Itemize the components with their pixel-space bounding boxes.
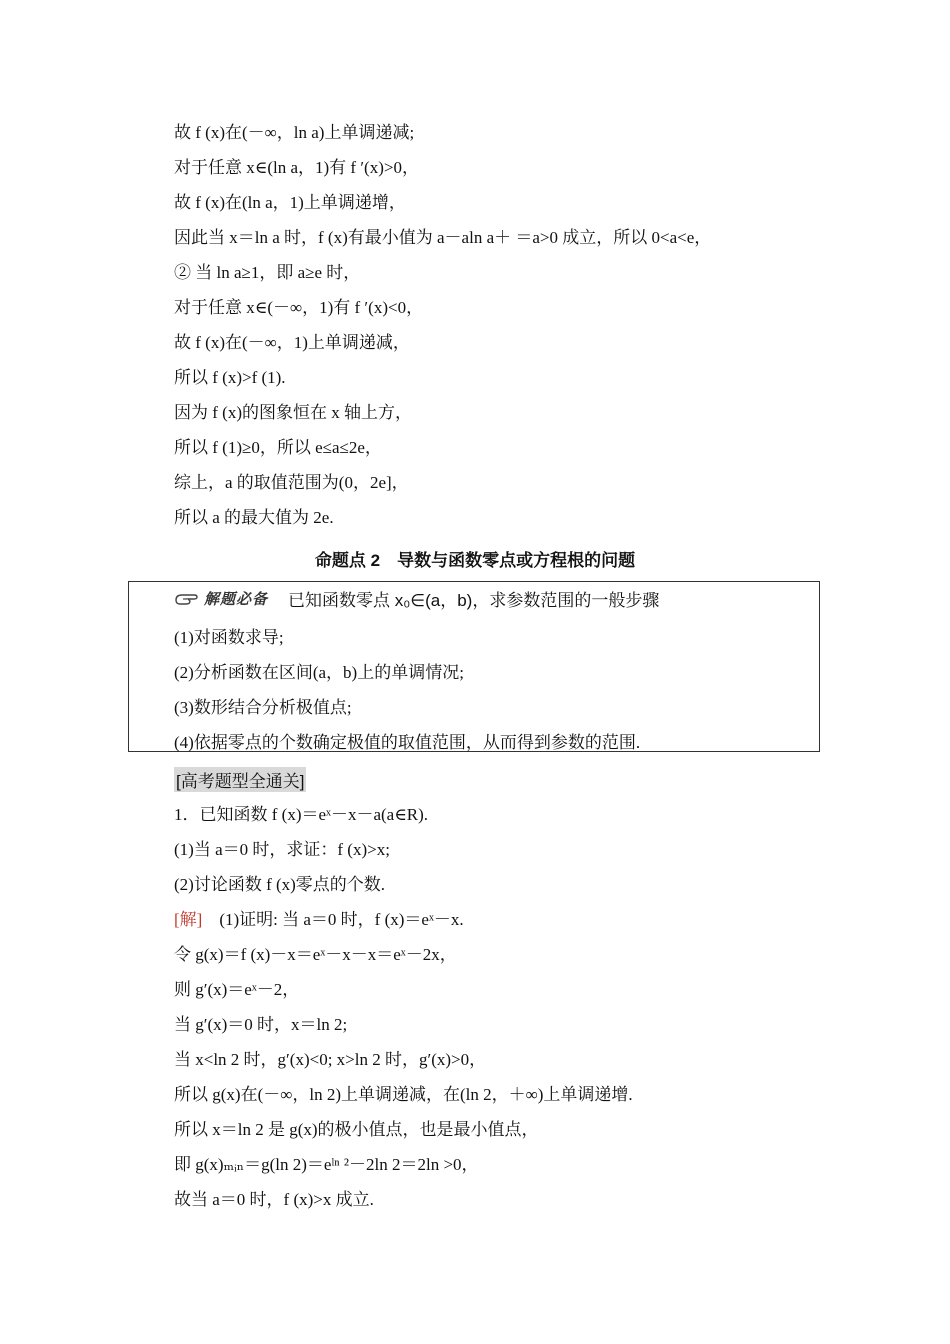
solution-line: 当 g′(x)＝0 时，x＝ln 2; bbox=[174, 1015, 348, 1034]
solution-line: 当 x<ln 2 时，g′(x)<0; x>ln 2 时，g′(x)>0， bbox=[174, 1050, 487, 1069]
solution-first-line bbox=[174, 908, 464, 932]
step-item: (3)数形结合分析极值点; bbox=[174, 698, 352, 717]
solution-text: (1)证明: 当 a＝0 时，f (x)＝eˣ－x. bbox=[202, 910, 464, 929]
solution-line: 所以 x＝ln 2 是 g(x)的极小值点，也是最小值点， bbox=[174, 1120, 539, 1139]
step-item: (2)分析函数在区间(a，b)上的单调情况; bbox=[174, 663, 464, 682]
step-item: (1)对函数求导; bbox=[174, 628, 284, 647]
problem-line: 1．已知函数 f (x)＝eˣ－x－a(a∈R). bbox=[174, 805, 429, 824]
text-line: 故 f (x)在(ln a，1)上单调递增， bbox=[174, 193, 406, 212]
text-line: 综上，a 的取值范围为(0，2e]， bbox=[174, 473, 409, 492]
pointing-hand-icon bbox=[174, 591, 200, 607]
method-badge bbox=[174, 588, 268, 609]
text-line: 因为 f (x)的图象恒在 x 轴上方， bbox=[174, 403, 412, 422]
text-line: 因此当 x＝ln a 时，f (x)有最小值为 a－aln a＋ ＝a>0 成立，所以 0<a<e， bbox=[174, 228, 712, 247]
solution-line: 故当 a＝0 时，f (x)>x 成立. bbox=[174, 1190, 374, 1209]
text-line: 故 f (x)在(－∞，1)上单调递减， bbox=[174, 333, 410, 352]
text-line: 对于任意 x∈(－∞，1)有 f ′(x)<0， bbox=[174, 298, 424, 317]
text-line: 所以 f (x)>f (1). bbox=[174, 368, 286, 387]
method-box-title: 已知函数零点 x₀∈(a，b)，求参数范围的一般步骤 bbox=[288, 591, 660, 610]
text-line: 对于任意 x∈(ln a，1)有 f ′(x)>0， bbox=[174, 158, 419, 177]
method-box-header bbox=[174, 586, 659, 611]
step-item: (4)依据零点的个数确定极值的取值范围，从而得到参数的范围. bbox=[174, 733, 641, 752]
text-line: ② 当 ln a≥1，即 a≥e 时， bbox=[174, 263, 361, 282]
solution-label: [解] bbox=[174, 910, 203, 929]
section-title: 命题点 2 导数与函数零点或方程根的问题 bbox=[314, 551, 636, 570]
text-line: 故 f (x)在(－∞，ln a)上单调递减; bbox=[174, 123, 415, 142]
problem-line: (2)讨论函数 f (x)零点的个数. bbox=[174, 875, 386, 894]
section-tag: [高考题型全通关] bbox=[174, 767, 306, 792]
text-line: 所以 f (1)≥0，所以 e≤a≤2e， bbox=[174, 438, 382, 457]
text-line: 所以 a 的最大值为 2e. bbox=[174, 508, 334, 527]
solution-line: 所以 g(x)在(－∞，ln 2)上单调递减，在(ln 2，＋∞)上单调递增. bbox=[174, 1085, 633, 1104]
solution-line: 则 g′(x)＝eˣ－2， bbox=[174, 980, 300, 999]
solution-line: 即 g(x)ₘᵢₙ＝g(ln 2)＝eˡⁿ ²－2ln 2＝2ln >0， bbox=[174, 1155, 479, 1174]
solution-line: 令 g(x)＝f (x)－x＝eˣ－x－x＝eˣ－2x， bbox=[174, 945, 457, 964]
problem-line: (1)当 a＝0 时，求证：f (x)>x; bbox=[174, 840, 390, 859]
badge-label: 解题必备 bbox=[204, 591, 269, 608]
